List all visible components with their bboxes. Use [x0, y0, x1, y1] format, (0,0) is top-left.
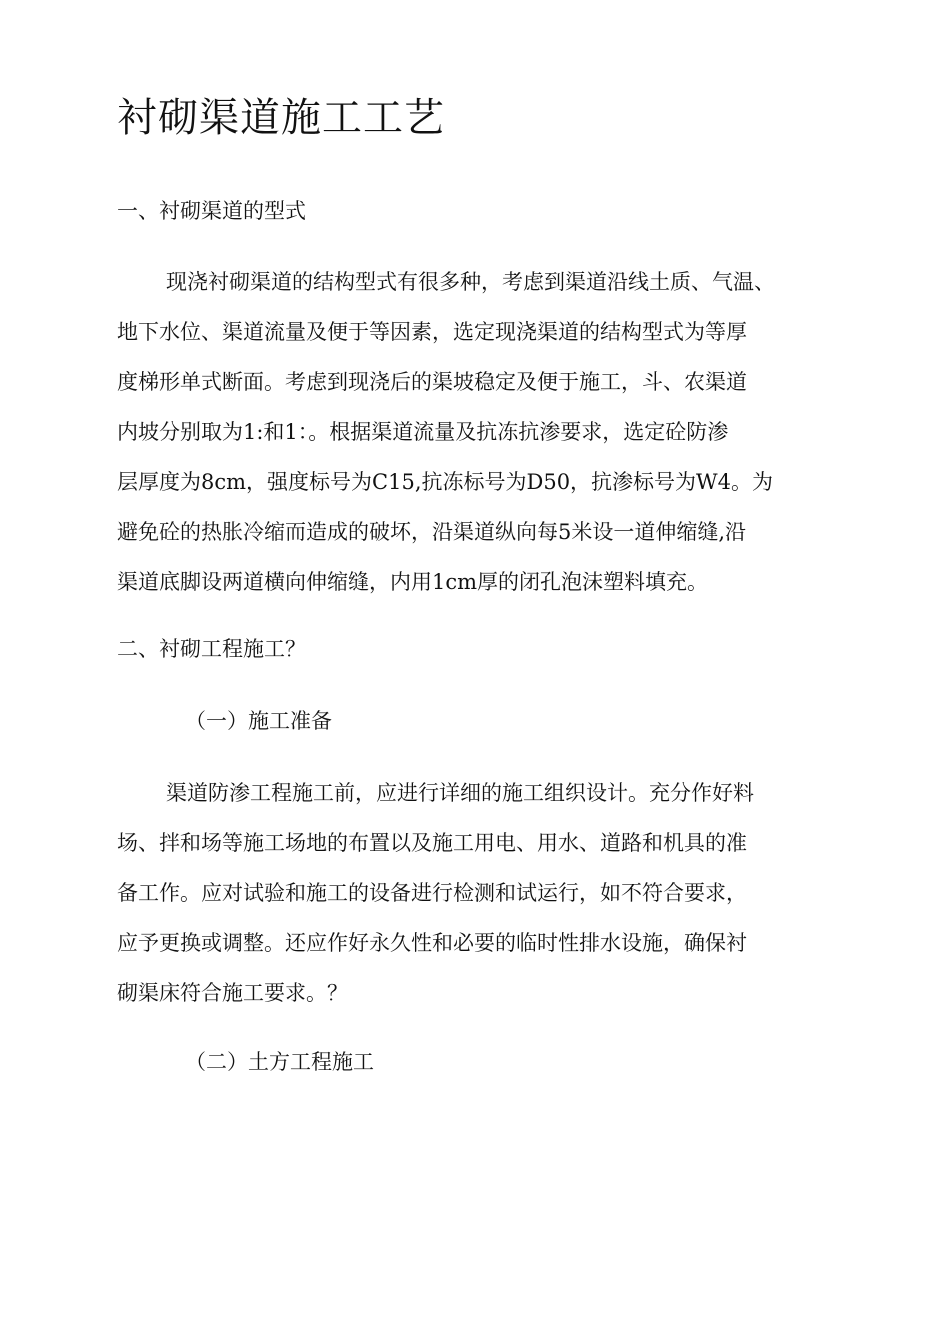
paragraph-line: 层厚度为8cm，强度标号为C15,抗冻标号为D50，抗渗标号为W4。为: [117, 470, 774, 494]
section-1-paragraph: [117, 257, 837, 607]
paragraph-line: 度梯形单式断面。考虑到现浇后的渠坡稳定及便于施工，斗、农渠道: [117, 370, 747, 394]
subsection-heading-1: （一）施工准备: [185, 709, 332, 733]
paragraph-line: 渠道底脚设两道横向伸缩缝，内用1cm厚的闭孔泡沫塑料填充。: [117, 570, 709, 594]
paragraph-line: 砌渠床符合施工要求。？: [117, 981, 348, 1005]
paragraph-line: 应予更换或调整。还应作好永久性和必要的临时性排水设施，确保衬: [117, 931, 747, 955]
section-heading-1: 一、衬砌渠道的型式: [117, 199, 306, 223]
subsection-heading-2: （二）土方工程施工: [185, 1050, 374, 1074]
paragraph-line: 备工作。应对试验和施工的设备进行检测和试运行，如不符合要求，: [117, 881, 747, 905]
document-title: 衬砌渠道施工工艺: [117, 95, 445, 141]
section-heading-2: 二、衬砌工程施工？: [117, 637, 306, 661]
subsection-1-paragraph: [117, 768, 837, 1018]
paragraph-line: 避免砼的热胀冷缩而造成的破坏，沿渠道纵向每5米设一道伸缩缝,沿: [117, 520, 747, 544]
paragraph-line: 现浇衬砌渠道的结构型式有很多种，考虑到渠道沿线土质、气温、: [166, 270, 775, 294]
paragraph-line: 地下水位、渠道流量及便于等因素，选定现浇渠道的结构型式为等厚: [117, 320, 747, 344]
paragraph-line: 场、拌和场等施工场地的布置以及施工用电、用水、道路和机具的准: [117, 831, 747, 855]
paragraph-line: 渠道防渗工程施工前，应进行详细的施工组织设计。充分作好料: [166, 781, 754, 805]
paragraph-line: 内坡分别取为1:和1：。根据渠道流量及抗冻抗渗要求，选定砼防渗: [117, 420, 729, 444]
